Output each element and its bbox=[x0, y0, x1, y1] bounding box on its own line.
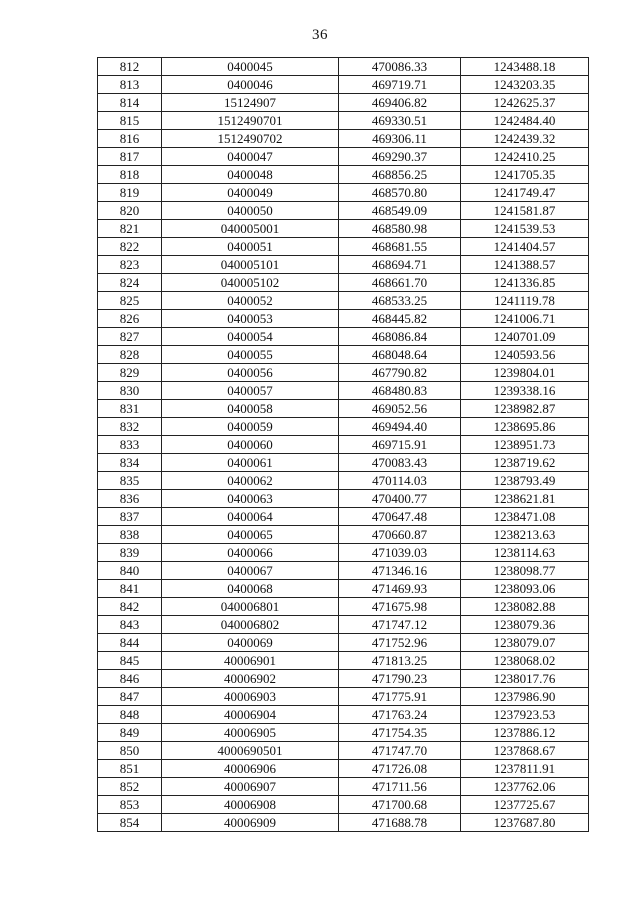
x-coordinate-cell: 471711.56 bbox=[339, 778, 461, 796]
y-coordinate-cell: 1241388.57 bbox=[461, 256, 589, 274]
x-coordinate-cell: 468445.82 bbox=[339, 310, 461, 328]
row-index-cell: 834 bbox=[98, 454, 162, 472]
row-index-cell: 812 bbox=[98, 58, 162, 76]
point-id-cell: 40006901 bbox=[162, 652, 339, 670]
y-coordinate-cell: 1237687.80 bbox=[461, 814, 589, 832]
x-coordinate-cell: 469306.11 bbox=[339, 130, 461, 148]
table-body bbox=[98, 58, 589, 832]
y-coordinate-cell: 1238114.63 bbox=[461, 544, 589, 562]
row-index-cell: 832 bbox=[98, 418, 162, 436]
x-coordinate-cell: 471469.93 bbox=[339, 580, 461, 598]
row-index-cell: 833 bbox=[98, 436, 162, 454]
x-coordinate-cell: 470660.87 bbox=[339, 526, 461, 544]
point-id-cell: 0400056 bbox=[162, 364, 339, 382]
point-id-cell: 40006905 bbox=[162, 724, 339, 742]
point-id-cell: 40006903 bbox=[162, 688, 339, 706]
row-index-cell: 827 bbox=[98, 328, 162, 346]
y-coordinate-cell: 1238017.76 bbox=[461, 670, 589, 688]
y-coordinate-cell: 1237886.12 bbox=[461, 724, 589, 742]
row-index-cell: 813 bbox=[98, 76, 162, 94]
x-coordinate-cell: 468549.09 bbox=[339, 202, 461, 220]
y-coordinate-cell: 1238951.73 bbox=[461, 436, 589, 454]
y-coordinate-cell: 1238719.62 bbox=[461, 454, 589, 472]
y-coordinate-cell: 1238793.49 bbox=[461, 472, 589, 490]
x-coordinate-cell: 470083.43 bbox=[339, 454, 461, 472]
point-id-cell: 0400069 bbox=[162, 634, 339, 652]
y-coordinate-cell: 1240593.56 bbox=[461, 346, 589, 364]
table-row bbox=[98, 112, 589, 130]
row-index-cell: 847 bbox=[98, 688, 162, 706]
table-row bbox=[98, 814, 589, 832]
x-coordinate-cell: 469719.71 bbox=[339, 76, 461, 94]
y-coordinate-cell: 1238982.87 bbox=[461, 400, 589, 418]
point-id-cell: 15124907 bbox=[162, 94, 339, 112]
coordinates-table bbox=[97, 57, 589, 832]
point-id-cell: 0400062 bbox=[162, 472, 339, 490]
row-index-cell: 835 bbox=[98, 472, 162, 490]
row-index-cell: 837 bbox=[98, 508, 162, 526]
x-coordinate-cell: 468480.83 bbox=[339, 382, 461, 400]
table-row bbox=[98, 508, 589, 526]
y-coordinate-cell: 1237762.06 bbox=[461, 778, 589, 796]
y-coordinate-cell: 1237811.91 bbox=[461, 760, 589, 778]
row-index-cell: 831 bbox=[98, 400, 162, 418]
row-index-cell: 851 bbox=[98, 760, 162, 778]
y-coordinate-cell: 1241006.71 bbox=[461, 310, 589, 328]
point-id-cell: 40006904 bbox=[162, 706, 339, 724]
point-id-cell: 040005001 bbox=[162, 220, 339, 238]
y-coordinate-cell: 1241336.85 bbox=[461, 274, 589, 292]
table-row bbox=[98, 130, 589, 148]
row-index-cell: 825 bbox=[98, 292, 162, 310]
row-index-cell: 838 bbox=[98, 526, 162, 544]
point-id-cell: 0400047 bbox=[162, 148, 339, 166]
row-index-cell: 841 bbox=[98, 580, 162, 598]
x-coordinate-cell: 468681.55 bbox=[339, 238, 461, 256]
row-index-cell: 821 bbox=[98, 220, 162, 238]
y-coordinate-cell: 1239338.16 bbox=[461, 382, 589, 400]
point-id-cell: 40006906 bbox=[162, 760, 339, 778]
point-id-cell: 40006908 bbox=[162, 796, 339, 814]
row-index-cell: 829 bbox=[98, 364, 162, 382]
x-coordinate-cell: 470647.48 bbox=[339, 508, 461, 526]
point-id-cell: 0400068 bbox=[162, 580, 339, 598]
table-row bbox=[98, 742, 589, 760]
point-id-cell: 040005102 bbox=[162, 274, 339, 292]
row-index-cell: 830 bbox=[98, 382, 162, 400]
x-coordinate-cell: 469052.56 bbox=[339, 400, 461, 418]
row-index-cell: 814 bbox=[98, 94, 162, 112]
x-coordinate-cell: 469715.91 bbox=[339, 436, 461, 454]
y-coordinate-cell: 1239804.01 bbox=[461, 364, 589, 382]
y-coordinate-cell: 1238621.81 bbox=[461, 490, 589, 508]
y-coordinate-cell: 1240701.09 bbox=[461, 328, 589, 346]
point-id-cell: 0400051 bbox=[162, 238, 339, 256]
row-index-cell: 824 bbox=[98, 274, 162, 292]
row-index-cell: 849 bbox=[98, 724, 162, 742]
x-coordinate-cell: 469494.40 bbox=[339, 418, 461, 436]
x-coordinate-cell: 468570.80 bbox=[339, 184, 461, 202]
row-index-cell: 828 bbox=[98, 346, 162, 364]
row-index-cell: 822 bbox=[98, 238, 162, 256]
point-id-cell: 0400055 bbox=[162, 346, 339, 364]
row-index-cell: 816 bbox=[98, 130, 162, 148]
x-coordinate-cell: 471688.78 bbox=[339, 814, 461, 832]
y-coordinate-cell: 1242410.25 bbox=[461, 148, 589, 166]
row-index-cell: 823 bbox=[98, 256, 162, 274]
y-coordinate-cell: 1241581.87 bbox=[461, 202, 589, 220]
table-row bbox=[98, 382, 589, 400]
x-coordinate-cell: 471763.24 bbox=[339, 706, 461, 724]
point-id-cell: 0400061 bbox=[162, 454, 339, 472]
x-coordinate-cell: 471675.98 bbox=[339, 598, 461, 616]
y-coordinate-cell: 1241119.78 bbox=[461, 292, 589, 310]
x-coordinate-cell: 468580.98 bbox=[339, 220, 461, 238]
point-id-cell: 0400057 bbox=[162, 382, 339, 400]
point-id-cell: 0400067 bbox=[162, 562, 339, 580]
y-coordinate-cell: 1238695.86 bbox=[461, 418, 589, 436]
point-id-cell: 0400065 bbox=[162, 526, 339, 544]
y-coordinate-cell: 1237868.67 bbox=[461, 742, 589, 760]
point-id-cell: 0400060 bbox=[162, 436, 339, 454]
point-id-cell: 0400050 bbox=[162, 202, 339, 220]
x-coordinate-cell: 471790.23 bbox=[339, 670, 461, 688]
y-coordinate-cell: 1243203.35 bbox=[461, 76, 589, 94]
table-row bbox=[98, 166, 589, 184]
y-coordinate-cell: 1238093.06 bbox=[461, 580, 589, 598]
point-id-cell: 1512490701 bbox=[162, 112, 339, 130]
x-coordinate-cell: 471813.25 bbox=[339, 652, 461, 670]
table-row bbox=[98, 796, 589, 814]
y-coordinate-cell: 1241749.47 bbox=[461, 184, 589, 202]
table-row bbox=[98, 256, 589, 274]
table-row bbox=[98, 562, 589, 580]
y-coordinate-cell: 1238079.07 bbox=[461, 634, 589, 652]
table-row bbox=[98, 472, 589, 490]
x-coordinate-cell: 470114.03 bbox=[339, 472, 461, 490]
x-coordinate-cell: 471747.12 bbox=[339, 616, 461, 634]
table-row bbox=[98, 688, 589, 706]
y-coordinate-cell: 1241705.35 bbox=[461, 166, 589, 184]
table-row bbox=[98, 274, 589, 292]
table-row bbox=[98, 490, 589, 508]
y-coordinate-cell: 1238471.08 bbox=[461, 508, 589, 526]
row-index-cell: 819 bbox=[98, 184, 162, 202]
table-row bbox=[98, 400, 589, 418]
y-coordinate-cell: 1241404.57 bbox=[461, 238, 589, 256]
point-id-cell: 0400049 bbox=[162, 184, 339, 202]
table-row bbox=[98, 652, 589, 670]
point-id-cell: 40006907 bbox=[162, 778, 339, 796]
x-coordinate-cell: 471775.91 bbox=[339, 688, 461, 706]
table-row bbox=[98, 94, 589, 112]
point-id-cell: 0400053 bbox=[162, 310, 339, 328]
row-index-cell: 818 bbox=[98, 166, 162, 184]
y-coordinate-cell: 1238079.36 bbox=[461, 616, 589, 634]
table-row bbox=[98, 706, 589, 724]
table-row bbox=[98, 202, 589, 220]
table-row bbox=[98, 310, 589, 328]
y-coordinate-cell: 1241539.53 bbox=[461, 220, 589, 238]
y-coordinate-cell: 1237725.67 bbox=[461, 796, 589, 814]
table-row bbox=[98, 148, 589, 166]
x-coordinate-cell: 471039.03 bbox=[339, 544, 461, 562]
row-index-cell: 815 bbox=[98, 112, 162, 130]
point-id-cell: 0400063 bbox=[162, 490, 339, 508]
x-coordinate-cell: 469290.37 bbox=[339, 148, 461, 166]
row-index-cell: 836 bbox=[98, 490, 162, 508]
y-coordinate-cell: 1242484.40 bbox=[461, 112, 589, 130]
point-id-cell: 0400058 bbox=[162, 400, 339, 418]
x-coordinate-cell: 471346.16 bbox=[339, 562, 461, 580]
y-coordinate-cell: 1238068.02 bbox=[461, 652, 589, 670]
row-index-cell: 843 bbox=[98, 616, 162, 634]
x-coordinate-cell: 470400.77 bbox=[339, 490, 461, 508]
x-coordinate-cell: 470086.33 bbox=[339, 58, 461, 76]
row-index-cell: 826 bbox=[98, 310, 162, 328]
table-row bbox=[98, 238, 589, 256]
point-id-cell: 0400045 bbox=[162, 58, 339, 76]
table-row bbox=[98, 598, 589, 616]
x-coordinate-cell: 471700.68 bbox=[339, 796, 461, 814]
point-id-cell: 0400054 bbox=[162, 328, 339, 346]
point-id-cell: 0400066 bbox=[162, 544, 339, 562]
row-index-cell: 852 bbox=[98, 778, 162, 796]
y-coordinate-cell: 1237986.90 bbox=[461, 688, 589, 706]
row-index-cell: 840 bbox=[98, 562, 162, 580]
y-coordinate-cell: 1238213.63 bbox=[461, 526, 589, 544]
x-coordinate-cell: 468856.25 bbox=[339, 166, 461, 184]
table-row bbox=[98, 580, 589, 598]
table-row bbox=[98, 220, 589, 238]
table-row bbox=[98, 454, 589, 472]
table-row bbox=[98, 184, 589, 202]
row-index-cell: 842 bbox=[98, 598, 162, 616]
point-id-cell: 0400064 bbox=[162, 508, 339, 526]
row-index-cell: 839 bbox=[98, 544, 162, 562]
y-coordinate-cell: 1238098.77 bbox=[461, 562, 589, 580]
table-row bbox=[98, 418, 589, 436]
table-row bbox=[98, 544, 589, 562]
row-index-cell: 850 bbox=[98, 742, 162, 760]
table-row bbox=[98, 526, 589, 544]
point-id-cell: 0400052 bbox=[162, 292, 339, 310]
x-coordinate-cell: 471747.70 bbox=[339, 742, 461, 760]
x-coordinate-cell: 469330.51 bbox=[339, 112, 461, 130]
x-coordinate-cell: 468086.84 bbox=[339, 328, 461, 346]
row-index-cell: 846 bbox=[98, 670, 162, 688]
table-row bbox=[98, 292, 589, 310]
point-id-cell: 040005101 bbox=[162, 256, 339, 274]
row-index-cell: 853 bbox=[98, 796, 162, 814]
table-row bbox=[98, 436, 589, 454]
x-coordinate-cell: 468533.25 bbox=[339, 292, 461, 310]
point-id-cell: 0400046 bbox=[162, 76, 339, 94]
y-coordinate-cell: 1238082.88 bbox=[461, 598, 589, 616]
point-id-cell: 040006801 bbox=[162, 598, 339, 616]
point-id-cell: 0400059 bbox=[162, 418, 339, 436]
table-row bbox=[98, 670, 589, 688]
x-coordinate-cell: 471752.96 bbox=[339, 634, 461, 652]
row-index-cell: 820 bbox=[98, 202, 162, 220]
table-row bbox=[98, 778, 589, 796]
y-coordinate-cell: 1242439.32 bbox=[461, 130, 589, 148]
x-coordinate-cell: 471754.35 bbox=[339, 724, 461, 742]
x-coordinate-cell: 468694.71 bbox=[339, 256, 461, 274]
row-index-cell: 845 bbox=[98, 652, 162, 670]
point-id-cell: 1512490702 bbox=[162, 130, 339, 148]
table-row bbox=[98, 634, 589, 652]
row-index-cell: 844 bbox=[98, 634, 162, 652]
table-row bbox=[98, 616, 589, 634]
table-row bbox=[98, 58, 589, 76]
row-index-cell: 817 bbox=[98, 148, 162, 166]
table-row bbox=[98, 364, 589, 382]
point-id-cell: 4000690501 bbox=[162, 742, 339, 760]
x-coordinate-cell: 468661.70 bbox=[339, 274, 461, 292]
page-number: 36 bbox=[312, 27, 328, 43]
table-row bbox=[98, 76, 589, 94]
point-id-cell: 40006902 bbox=[162, 670, 339, 688]
y-coordinate-cell: 1237923.53 bbox=[461, 706, 589, 724]
table-row bbox=[98, 760, 589, 778]
point-id-cell: 040006802 bbox=[162, 616, 339, 634]
x-coordinate-cell: 468048.64 bbox=[339, 346, 461, 364]
table-row bbox=[98, 346, 589, 364]
y-coordinate-cell: 1243488.18 bbox=[461, 58, 589, 76]
row-index-cell: 848 bbox=[98, 706, 162, 724]
table-row bbox=[98, 328, 589, 346]
table-row bbox=[98, 724, 589, 742]
x-coordinate-cell: 469406.82 bbox=[339, 94, 461, 112]
point-id-cell: 40006909 bbox=[162, 814, 339, 832]
row-index-cell: 854 bbox=[98, 814, 162, 832]
x-coordinate-cell: 467790.82 bbox=[339, 364, 461, 382]
y-coordinate-cell: 1242625.37 bbox=[461, 94, 589, 112]
x-coordinate-cell: 471726.08 bbox=[339, 760, 461, 778]
point-id-cell: 0400048 bbox=[162, 166, 339, 184]
